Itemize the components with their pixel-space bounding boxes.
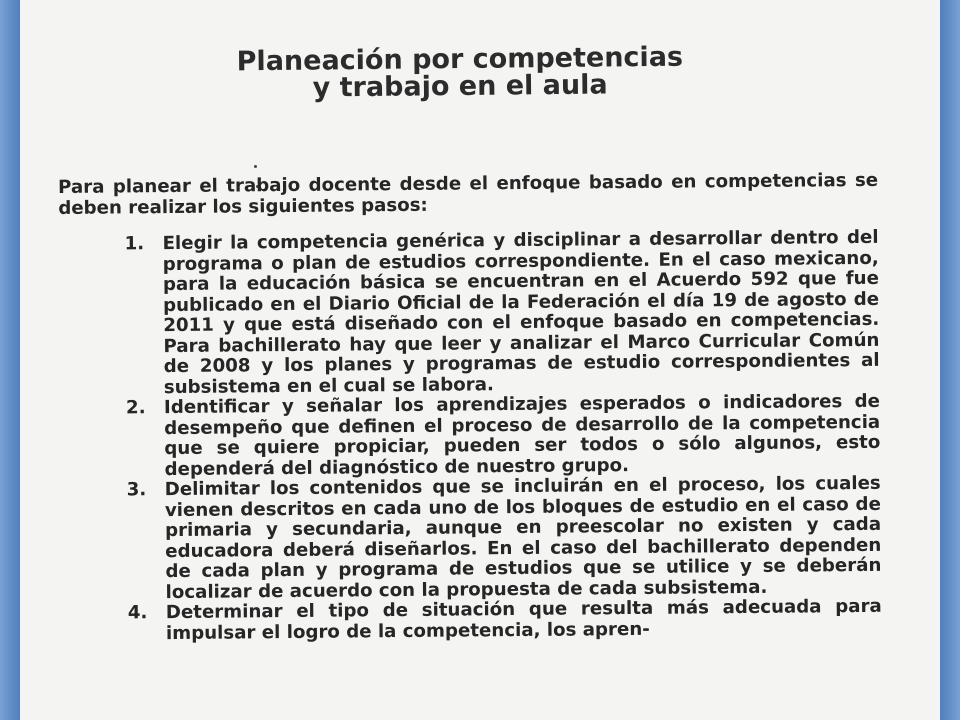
list-number: 2.	[125, 397, 146, 419]
list-text: Delimitar los contenidos que se incluirán en el proceso, los cuales vienen descritos en cada uno de los bloques de estudio en el caso de primaria y secundaria, aunque en preescolar no existen y cada educadora deberá diseñarlos. En el caso del bachillerato dependen de cada plan y programa de estudios que se utilice y se deberán localizar de acuerdo con la propuesta de cada subsistema.	[164, 472, 882, 603]
scan-speck	[254, 165, 257, 168]
list-item	[61, 474, 882, 604]
list-number: 3.	[126, 479, 147, 501]
scanned-page	[20, 0, 940, 720]
list-text: Identificar y señalar los aprendizajes esperados o indicadores de desempeño que definen el proceso de desarrollo de la competencia que se quiere propiciar, pueden ser todos o sólo algunos, esto dependerá del diagnóstico de nuestro grupo.	[163, 390, 881, 480]
title-line-1: Planeación por competencias	[236, 41, 684, 78]
list-text: Determinar el tipo de situación que resulta más adecuada para impulsar el logro de la competencia, los apren-	[165, 595, 882, 644]
slide-background-left	[0, 0, 20, 720]
list-number: 4.	[127, 602, 148, 624]
intro-paragraph: Para planear el trabajo docente desde el enfoque basado en competencias se deben realizar los siguientes pasos:	[57, 169, 879, 219]
list-item	[60, 392, 881, 481]
list-item	[58, 228, 879, 399]
page-title	[20, 41, 900, 104]
list-text: Elegir la competencia genérica y disciplinar a desarrollar dentro del programa o plan de estudios correspondiente. En el caso mexicano, para la educación básica se encuentran en el Acuerdo 592 que fue publicado en el Diario Oficial de la Federación el día 19 de agosto de 2011 y que está diseñado con el enfoque basado en competencias. Para bachillerato hay que leer y analizar el Marco Curricular Común de 2008 y los planes y programas de estudio correspondientes al subsistema en el cual se labora.	[162, 226, 880, 398]
title-line-2: y trabajo en el aula	[312, 69, 608, 104]
list-number: 1.	[124, 233, 145, 255]
list-item	[62, 597, 882, 645]
slide-background-right	[940, 0, 960, 720]
body-text	[58, 171, 882, 645]
